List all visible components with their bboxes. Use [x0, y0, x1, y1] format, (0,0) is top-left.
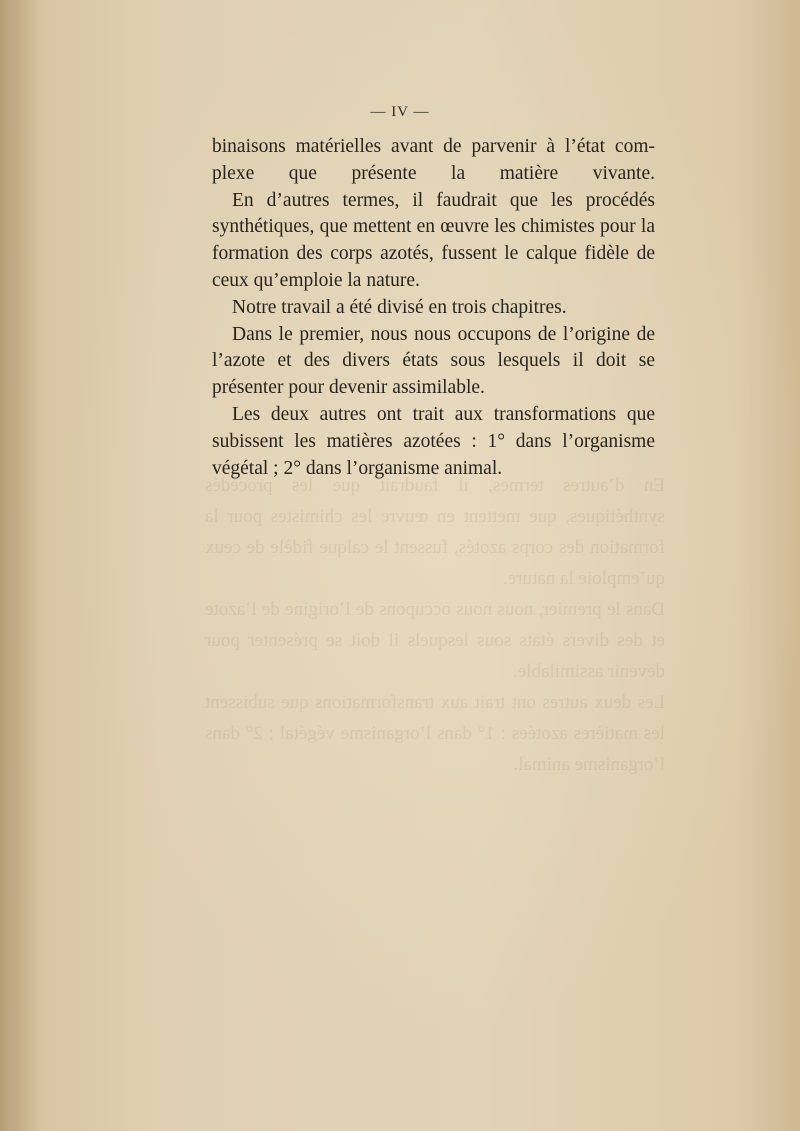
page-number: — IV — — [370, 104, 430, 120]
paragraph: Notre travail a été divisé en trois chapitres. — [232, 296, 567, 318]
body-text — [212, 134, 655, 482]
paragraph: Les deux autres ont trait aux transformations que subissent les matières azotées : 1° dans l’organisme végétal ; 2° dans l’organisme animal. — [212, 403, 655, 479]
show-through-paragraph: En d’autres termes, il faudrait que les procédés synthétiques, que mettent en œuvre les chimistes pour la formation des corps azotés, fussent le calque fidèle de ceux qu’emploie la nature. — [205, 475, 665, 589]
paragraph: Dans le premier, nous nous occupons de l’origine de l’azote et des divers états sous lesquels il doit se présenter pour devenir assimilable. — [212, 323, 655, 399]
show-through-text — [205, 470, 665, 910]
show-through-paragraph: Les deux autres ont trait aux transformations que subissent les matières azotées : 1° dans l’organisme végétal ; 2° dans l’organisme animal. — [205, 692, 665, 775]
paragraph-continuation: binaisons matérielles avant de parvenir à l’état com-plexe que présente la matière vivante. — [212, 136, 655, 184]
paragraph: En d’autres termes, il faudrait que les procédés synthétiques, que mettent en œuvre les chimistes pour la formation des corps azotés, fussent le calque fidèle de ceux qu’emploie la nature. — [212, 189, 655, 291]
page-edge-shadow — [0, 0, 40, 1131]
show-through-paragraph: Dans le premier, nous nous occupons de l’origine de l’azote et des divers états sous lesquels il doit se présenter pour devenir assimilable. — [205, 599, 665, 682]
